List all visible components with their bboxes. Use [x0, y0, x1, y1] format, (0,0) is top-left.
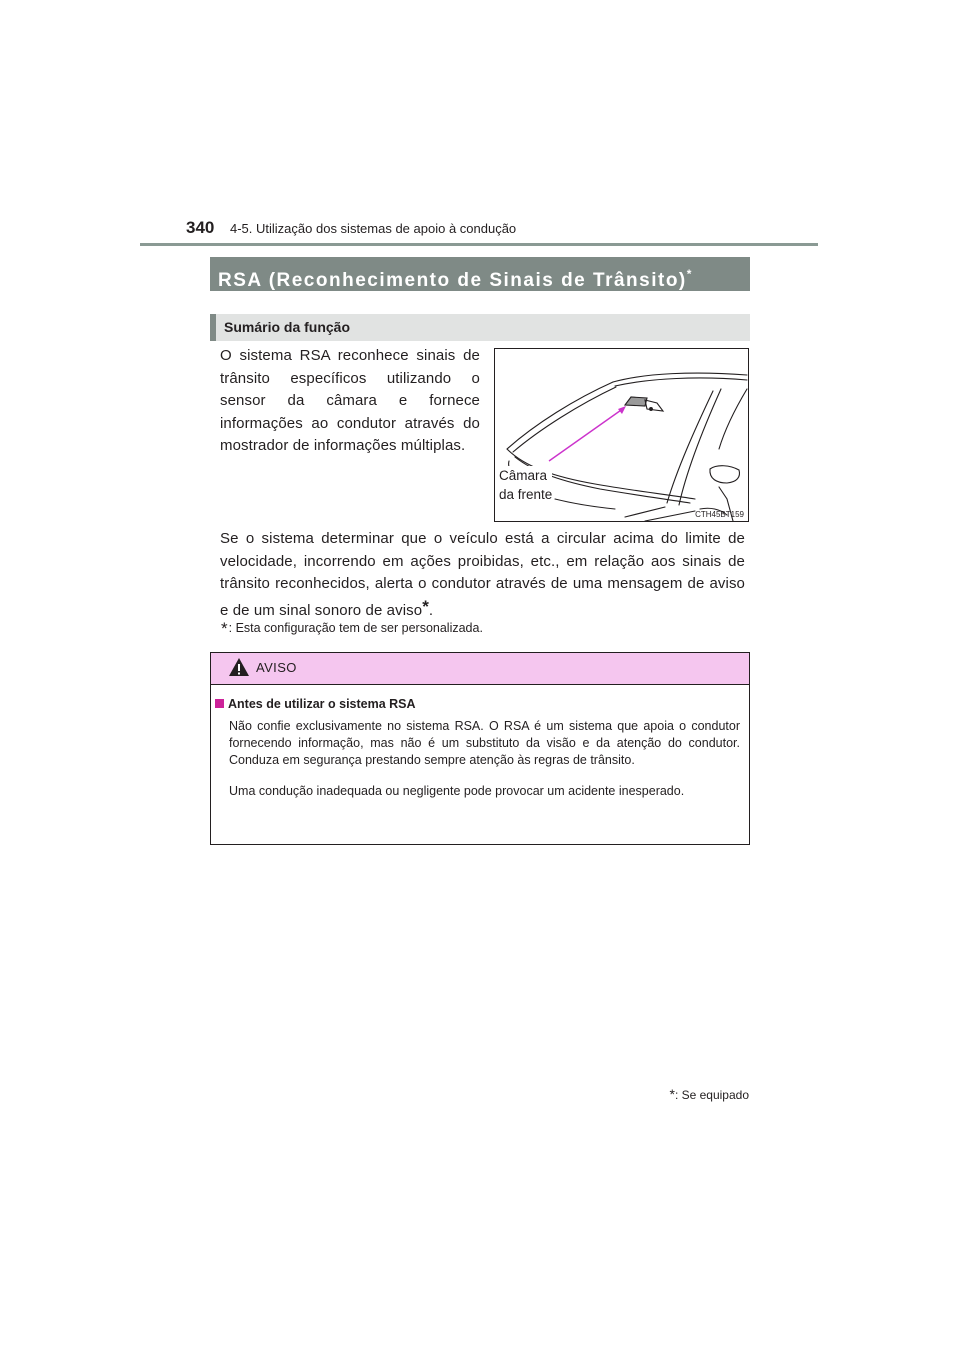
camera-label-line2: da frente	[499, 487, 553, 502]
section-title-text: RSA (Reconhecimento de Sinais de Trânsito)	[218, 270, 687, 291]
subsection-accent	[210, 314, 216, 341]
body-paragraph	[220, 528, 745, 622]
warning-label: AVISO	[256, 660, 297, 675]
warning-header	[211, 653, 749, 685]
footnote-mark: *	[221, 619, 228, 638]
warning-triangle-icon	[228, 657, 250, 677]
body-end: .	[428, 601, 434, 619]
intro-paragraph: O sistema RSA reconhece sinais de trânsito específicos utilizando o sensor da câmara e fornece informações ao condutor através do mostrador de informações múltiplas.	[220, 347, 480, 454]
page-number: 340	[186, 218, 215, 237]
warning-paragraph-2: Uma condução inadequada ou negligente pode provocar um acidente inesperado.	[229, 784, 685, 798]
footnote-text: : Esta configuração tem de ser personalizada.	[228, 621, 483, 635]
warning-bullet-icon	[215, 699, 224, 708]
figure-code: CTH45BT159	[695, 510, 744, 519]
warning-paragraph-1: Não confie exclusivamente no sistema RSA. O RSA é um sistema que apoia o condutor fornecendo informação, mas não é um substituto da visão e da atenção do condutor. Conduza em segurança prestando sempre atenção às regras de trânsito.	[229, 719, 740, 767]
warning-item-title	[215, 697, 416, 711]
section-title-mark: *	[686, 267, 692, 281]
header-rule	[140, 243, 818, 246]
subsection-title: Sumário da função	[224, 319, 351, 335]
body-mark: *	[422, 596, 429, 616]
equipped-note	[669, 1086, 749, 1102]
footnote	[221, 619, 483, 639]
equipped-text: : Se equipado	[674, 1088, 749, 1102]
warning-box	[210, 652, 750, 845]
chapter-title: 4-5. Utilização dos sistemas de apoio à condução	[230, 221, 517, 236]
windshield-camera-illustration	[494, 348, 749, 522]
camera-label-line1: Câmara	[499, 468, 548, 483]
body-text: Se o sistema determinar que o veículo está a circular acima do limite de velocidade, incorrendo em ações proibidas, etc., em relação aos sinais de trânsito reconhecidos, alerta o condutor através de uma mensagem de aviso e de um sinal sonoro de aviso	[220, 530, 745, 619]
camera-label	[499, 466, 552, 504]
equipped-mark: *	[669, 1086, 675, 1102]
section-title	[210, 257, 750, 291]
warning-item-title-text: Antes de utilizar o sistema RSA	[228, 697, 416, 711]
